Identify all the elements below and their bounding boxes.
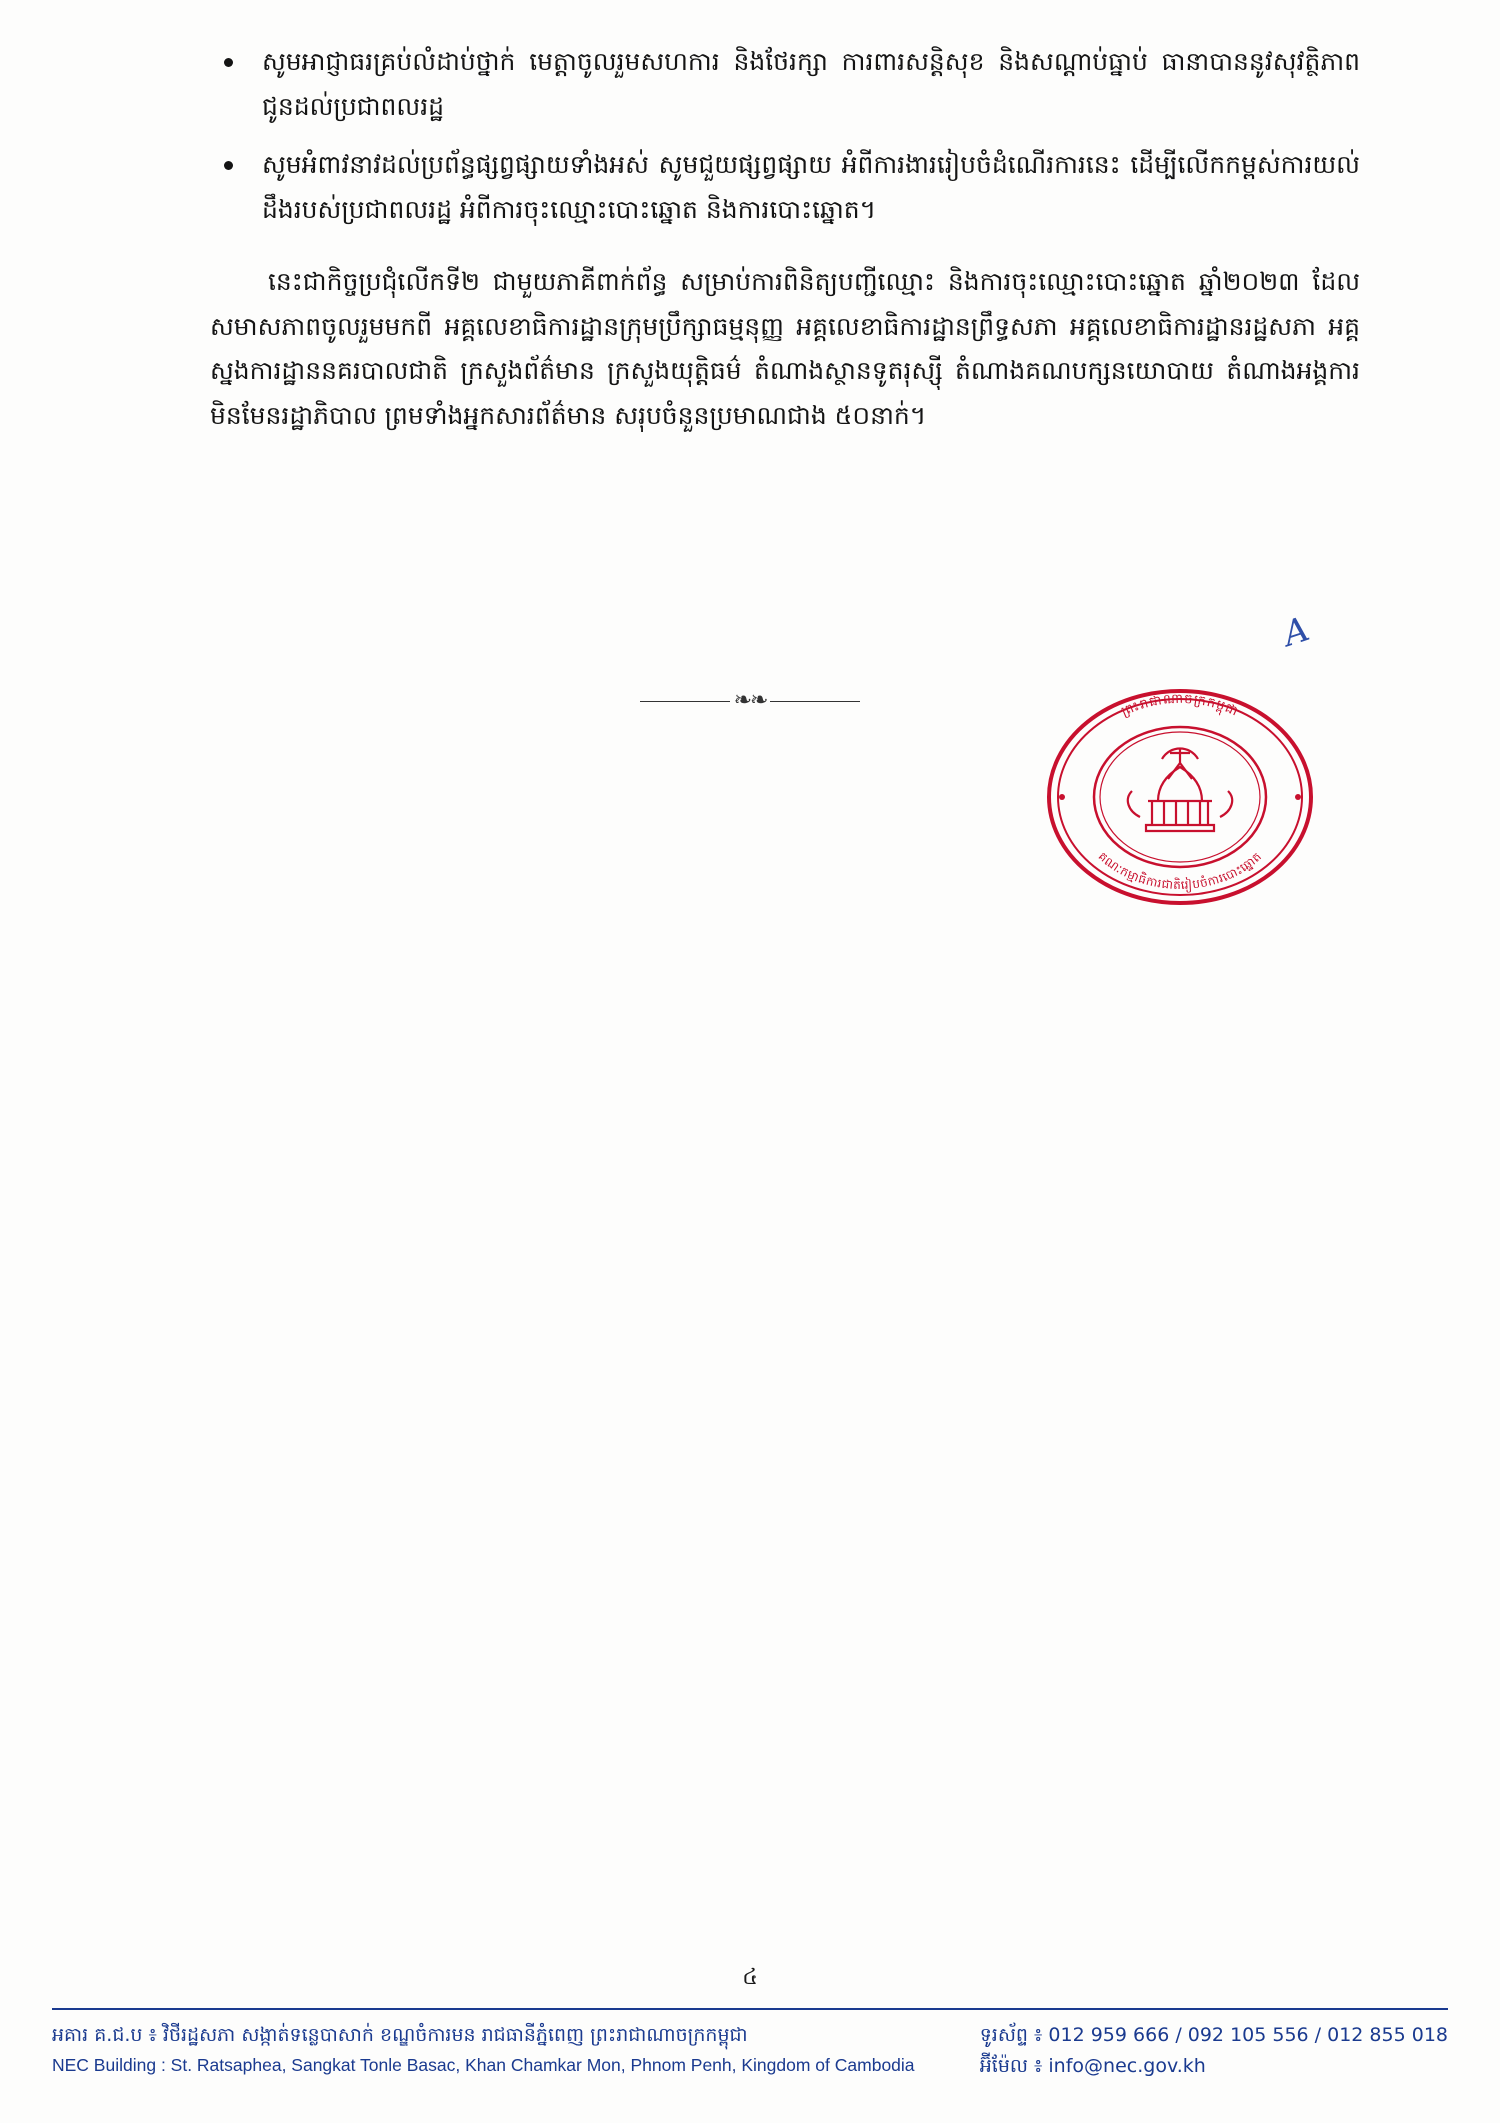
divider-knot-icon: ❧❧ (733, 688, 767, 713)
page-number: ៤ (742, 1965, 758, 1990)
footer-address (52, 2020, 915, 2079)
footer-address-km: អគារ គ.ជ.ប ៖ វិថីរដ្ឋសភា សង្កាត់ទន្លេបាសាក់ ខណ្ឌចំការមន រាជធានីភ្នំពេញ ព្រះរាជាណាចក្រកម្ពុជា (52, 2024, 748, 2046)
footer-phone: ទូរស័ព្ទ ៖ 012 959 666 / 092 105 556 / 012 855 018 (979, 2024, 1448, 2046)
page-footer (52, 2020, 1448, 2082)
footer-divider (52, 2008, 1448, 2010)
document-body (210, 40, 1360, 438)
footer-email: អ៊ីម៉ែល ៖ info@nec.gov.kh (979, 2054, 1206, 2077)
list-item (210, 143, 1360, 232)
bullet-dot-icon (224, 58, 233, 67)
footer-contact (970, 2020, 1448, 2082)
footer-address-en: NEC Building : St. Ratsaphea, Sangkat Tonle Basac, Khan Chamkar Mon, Phnom Penh, Kingdom of Cambodia (52, 2054, 915, 2075)
signature-mark: A (1278, 609, 1315, 655)
divider-line-left (640, 701, 730, 702)
body-paragraph: នេះជាកិច្ចប្រជុំលើកទី២ ជាមួយភាគីពាក់ព័ន្ធ សម្រាប់ការពិនិត្យបញ្ជីឈ្មោះ និងការចុះឈ្មោះបោះឆ្នោត ឆ្នាំ២០២៣ ដែលសមាសភាពចូលរួមមកពី អគ្គលេខាធិការដ្ឋានក្រុមប្រឹក្សាធម្មនុញ្ញ អគ្គលេខាធិការដ្ឋានព្រឹទ្ធសភា អគ្គលេខាធិការដ្ឋានរដ្ឋសភា អគ្គស្នងការដ្ឋាននគរបាលជាតិ ក្រសួងព័ត៌មាន ក្រសួងយុត្តិធម៌ តំណាងស្ថានទូតរុស្ស៊ី តំណាងគណបក្សនយោបាយ តំណាងអង្គការមិនមែនរដ្ឋាភិបាល ព្រមទាំងអ្នកសារព័ត៌មាន សរុបចំនួនប្រមាណជាង ៥០នាក់។ (210, 267, 1360, 430)
list-item (210, 40, 1360, 129)
bullet-text: សូមអាជ្ញាធរគ្រប់លំដាប់ថ្នាក់ មេត្តាចូលរួមសហការ និងថែរក្សា ការពារសន្តិសុខ និងសណ្ដាប់ធ្នាប់ ធានាបាននូវសុវត្ថិភាពជូនដល់ប្រជាពលរដ្ឋ (262, 47, 1360, 121)
bullet-dot-icon (224, 161, 233, 170)
bullet-list (210, 40, 1360, 232)
bullet-text: សូមអំពាវនាវដល់ប្រព័ន្ធផ្សព្វផ្សាយទាំងអស់ សូមជួយផ្សព្វផ្សាយ អំពីការងាររៀបចំដំណើរការនេះ ដើម្បីលើកកម្ពស់ការយល់ដឹងរបស់ប្រជាពលរដ្ឋ អំពីការចុះឈ្មោះបោះឆ្នោត និងការបោះឆ្នោត។ (262, 150, 1360, 224)
official-seal (1042, 686, 1318, 908)
svg-text:ព្រះរាជាណាចក្រកម្ពុជា: ព្រះរាជាណាចក្រកម្ពុជា (1119, 691, 1241, 720)
divider-line-right (770, 701, 860, 702)
svg-text:គណៈកម្មាធិការជាតិរៀបចំការបោះឆ្: គណៈកម្មាធិការជាតិរៀបចំការបោះឆ្នោត (1095, 849, 1265, 893)
